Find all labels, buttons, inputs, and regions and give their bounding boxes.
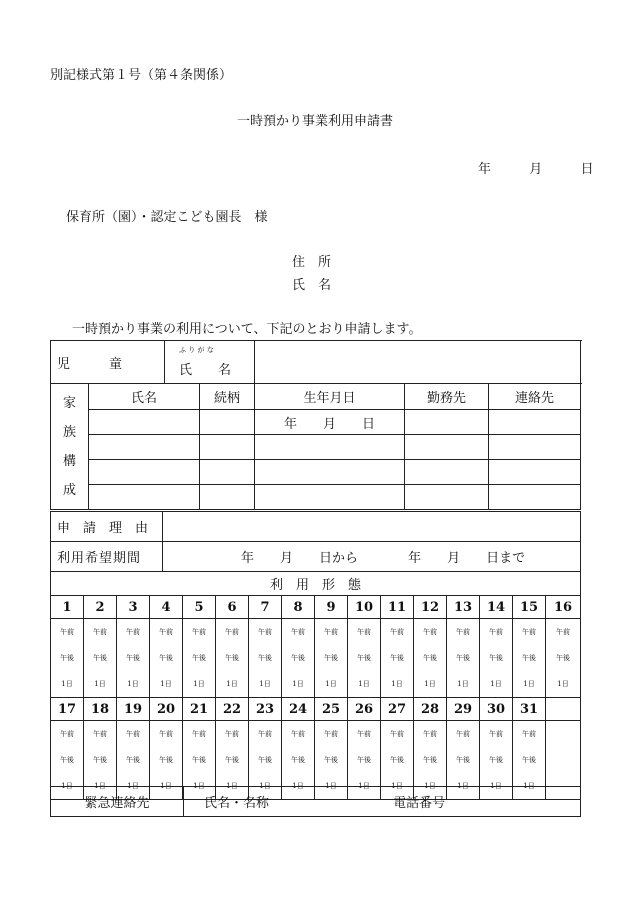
document-title: 一時預かり事業利用申請書: [236, 114, 393, 129]
calendar-option[interactable]: 午前: [456, 628, 470, 636]
calendar-option[interactable]: 午後: [489, 654, 503, 662]
calendar-option[interactable]: 午前: [291, 730, 305, 738]
family-contact-3[interactable]: [489, 460, 581, 485]
calendar-options-2[interactable]: [84, 619, 117, 698]
calendar-option[interactable]: 午後: [522, 654, 536, 662]
calendar-option[interactable]: 午前: [159, 628, 173, 636]
calendar-option[interactable]: 午前: [258, 628, 272, 636]
family-name-1[interactable]: [89, 410, 200, 435]
period-input[interactable]: [163, 542, 581, 572]
family-birth-3[interactable]: [255, 460, 405, 485]
calendar-options-12[interactable]: [414, 619, 447, 698]
calendar-option[interactable]: 1日: [160, 680, 172, 688]
calendar-option[interactable]: 1日: [193, 782, 205, 790]
calendar-options-1[interactable]: [51, 619, 84, 698]
calendar-option[interactable]: 1日: [193, 680, 205, 688]
calendar-day-5: 5: [183, 596, 216, 619]
calendar-option[interactable]: 午後: [126, 756, 140, 764]
calendar-options-14[interactable]: [480, 619, 513, 698]
calendar-day-26: 26: [348, 698, 381, 721]
calendar-option[interactable]: 午前: [489, 730, 503, 738]
calendar-day-2: 2: [84, 596, 117, 619]
family-header-name: 氏名: [89, 384, 200, 410]
family-contact-2[interactable]: [489, 435, 581, 460]
family-birth-1[interactable]: 年 月 日: [255, 410, 405, 435]
calendar-options-9[interactable]: [315, 619, 348, 698]
family-work-2[interactable]: [405, 435, 489, 460]
calendar-day-blank: [546, 698, 581, 721]
calendar-options-11[interactable]: [381, 619, 414, 698]
furigana-label: ふ り が な: [179, 346, 214, 354]
calendar-option[interactable]: 午後: [423, 756, 437, 764]
calendar-option[interactable]: 1日: [490, 680, 502, 688]
emergency-name-label: 氏名・名称: [204, 796, 270, 811]
calendar-options-10[interactable]: [348, 619, 381, 698]
family-birth-2[interactable]: [255, 435, 405, 460]
calendar-day-6: 6: [216, 596, 249, 619]
calendar-day-8: 8: [282, 596, 315, 619]
child-label: 児 童: [57, 356, 123, 372]
date-line: [478, 158, 594, 177]
application-form-table: [50, 340, 581, 384]
calendar-option[interactable]: 1日: [490, 782, 502, 790]
calendar-option[interactable]: 午前: [225, 628, 239, 636]
calendar-day-3: 3: [117, 596, 150, 619]
family-name-3[interactable]: [89, 460, 200, 485]
date-month: 月: [529, 162, 543, 177]
calendar-options-4[interactable]: [150, 619, 183, 698]
calendar-options-5[interactable]: [183, 619, 216, 698]
calendar-day-16: 16: [546, 596, 581, 619]
family-relation-1[interactable]: [200, 410, 255, 435]
calendar-option[interactable]: 1日: [523, 680, 535, 688]
emergency-phone-label: 電話番号: [393, 796, 446, 811]
calendar-option[interactable]: 午後: [192, 654, 206, 662]
calendar-option[interactable]: 午後: [390, 654, 404, 662]
reason-period-table: [50, 511, 581, 596]
family-work-1[interactable]: [405, 410, 489, 435]
calendar-option[interactable]: 1日: [292, 680, 304, 688]
calendar-day-1: 1: [51, 596, 84, 619]
calendar-option[interactable]: 午後: [357, 756, 371, 764]
calendar-option[interactable]: 午前: [225, 730, 239, 738]
calendar-option[interactable]: 午後: [357, 654, 371, 662]
calendar-day-13: 13: [447, 596, 480, 619]
calendar-option[interactable]: 午後: [324, 756, 338, 764]
calendar-option[interactable]: 1日: [292, 782, 304, 790]
calendar-table: [50, 595, 581, 800]
calendar-option[interactable]: 1日: [226, 782, 238, 790]
calendar-option[interactable]: 1日: [94, 680, 106, 688]
calendar-option[interactable]: 午後: [324, 654, 338, 662]
applicant-name-label: 氏 名: [292, 278, 332, 293]
addressee: 保育所（園）・認定こども園長 様: [66, 210, 268, 225]
child-label-cell: [51, 341, 165, 384]
applicant-address-label: 住 所: [292, 255, 332, 270]
calendar-option[interactable]: 午前: [324, 730, 338, 738]
calendar-options-8[interactable]: [282, 619, 315, 698]
calendar-day-28: 28: [414, 698, 447, 721]
usage-label: 利 用 形 態: [51, 572, 581, 596]
calendar-option[interactable]: 午後: [60, 654, 74, 662]
child-name-input[interactable]: [255, 341, 581, 384]
calendar-option[interactable]: 1日: [424, 782, 436, 790]
family-side-label: 家 族 構 成: [51, 384, 89, 510]
emergency-label: 緊急連絡先: [51, 787, 184, 817]
calendar-option[interactable]: 午前: [126, 730, 140, 738]
calendar-option[interactable]: 午後: [159, 756, 173, 764]
calendar-option[interactable]: 午後: [225, 654, 239, 662]
calendar-option[interactable]: 午前: [489, 628, 503, 636]
emergency-table: [50, 786, 581, 817]
calendar-option[interactable]: 午後: [423, 654, 437, 662]
family-header-contact: 連絡先: [489, 384, 581, 410]
calendar-options-16[interactable]: [546, 619, 581, 698]
calendar-day-21: 21: [183, 698, 216, 721]
calendar-option[interactable]: 1日: [127, 782, 139, 790]
calendar-day-24: 24: [282, 698, 315, 721]
calendar-day-11: 11: [381, 596, 414, 619]
calendar-option[interactable]: 午後: [456, 756, 470, 764]
calendar-day-14: 14: [480, 596, 513, 619]
calendar-option[interactable]: 1日: [358, 782, 370, 790]
calendar-option[interactable]: 午前: [390, 730, 404, 738]
calendar-option[interactable]: 1日: [94, 782, 106, 790]
calendar-option[interactable]: 1日: [391, 782, 403, 790]
family-work-3[interactable]: [405, 460, 489, 485]
period-label: 利用希望期間: [51, 542, 163, 572]
family-relation-3[interactable]: [200, 460, 255, 485]
calendar-option[interactable]: 午後: [258, 756, 272, 764]
calendar-option[interactable]: 1日: [61, 782, 73, 790]
emergency-input[interactable]: [184, 787, 581, 817]
calendar-option[interactable]: 1日: [259, 782, 271, 790]
calendar-option[interactable]: 午前: [192, 628, 206, 636]
calendar-option[interactable]: 1日: [259, 680, 271, 688]
calendar-day-27: 27: [381, 698, 414, 721]
calendar-day-29: 29: [447, 698, 480, 721]
calendar-option[interactable]: 1日: [557, 680, 569, 688]
calendar-day-20: 20: [150, 698, 183, 721]
calendar-option[interactable]: 午後: [225, 756, 239, 764]
calendar-option[interactable]: 午前: [159, 730, 173, 738]
family-name-2[interactable]: [89, 435, 200, 460]
calendar-option[interactable]: 午後: [291, 654, 305, 662]
calendar-option[interactable]: 午後: [126, 654, 140, 662]
calendar-option[interactable]: 1日: [61, 680, 73, 688]
calendar-option[interactable]: 午前: [291, 628, 305, 636]
reason-input[interactable]: [163, 512, 581, 542]
calendar-option[interactable]: 午前: [192, 730, 206, 738]
calendar-option[interactable]: 1日: [127, 680, 139, 688]
calendar-option[interactable]: 午前: [60, 730, 74, 738]
calendar-option[interactable]: 午前: [126, 628, 140, 636]
calendar-option[interactable]: 1日: [325, 782, 337, 790]
calendar-option[interactable]: 午後: [258, 654, 272, 662]
date-day: 日: [580, 162, 594, 177]
family-work-4[interactable]: [405, 485, 489, 510]
calendar-day-15: 15: [513, 596, 546, 619]
calendar-day-23: 23: [249, 698, 282, 721]
calendar-option[interactable]: 1日: [226, 680, 238, 688]
calendar-options-15[interactable]: [513, 619, 546, 698]
calendar-option[interactable]: 1日: [391, 680, 403, 688]
calendar-option[interactable]: 午前: [93, 730, 107, 738]
calendar-option[interactable]: 午後: [60, 756, 74, 764]
calendar-day-18: 18: [84, 698, 117, 721]
family-birth-4[interactable]: [255, 485, 405, 510]
calendar-day-31: 31: [513, 698, 546, 721]
calendar-option[interactable]: 午前: [93, 628, 107, 636]
calendar-day-25: 25: [315, 698, 348, 721]
family-header-birthdate: 生年月日: [255, 384, 405, 410]
calendar-option[interactable]: 午前: [390, 628, 404, 636]
form-reference: 別記様式第１号（第４条関係）: [50, 68, 233, 83]
calendar-day-7: 7: [249, 596, 282, 619]
calendar-day-9: 9: [315, 596, 348, 619]
reason-label: 申 請 理 由: [51, 512, 163, 542]
calendar-option[interactable]: 午前: [357, 628, 371, 636]
calendar-option[interactable]: 午後: [192, 756, 206, 764]
calendar-option[interactable]: 午後: [456, 654, 470, 662]
date-year: 年: [478, 162, 492, 177]
calendar-option[interactable]: 午後: [93, 654, 107, 662]
calendar-option[interactable]: 1日: [358, 680, 370, 688]
calendar-day-19: 19: [117, 698, 150, 721]
calendar-option[interactable]: 1日: [457, 680, 469, 688]
child-name-label-cell: [165, 341, 255, 384]
calendar-day-30: 30: [480, 698, 513, 721]
calendar-option[interactable]: 午後: [159, 654, 173, 662]
family-header-workplace: 勤務先: [405, 384, 489, 410]
family-table: [50, 383, 581, 510]
calendar-option[interactable]: 午後: [93, 756, 107, 764]
calendar-option[interactable]: 1日: [325, 680, 337, 688]
calendar-option[interactable]: 午後: [390, 756, 404, 764]
calendar-options-3[interactable]: [117, 619, 150, 698]
calendar-option[interactable]: 午前: [456, 730, 470, 738]
family-relation-2[interactable]: [200, 435, 255, 460]
calendar-day-10: 10: [348, 596, 381, 619]
calendar-option[interactable]: 午前: [60, 628, 74, 636]
calendar-option[interactable]: 1日: [160, 782, 172, 790]
calendar-option[interactable]: 1日: [457, 782, 469, 790]
calendar-day-17: 17: [51, 698, 84, 721]
calendar-option[interactable]: 午後: [556, 654, 570, 662]
calendar-option[interactable]: 午前: [522, 628, 536, 636]
family-relation-4[interactable]: [200, 485, 255, 510]
period-from: 年 月 日から: [241, 551, 359, 566]
calendar-option[interactable]: 午前: [423, 628, 437, 636]
calendar-options-13[interactable]: [447, 619, 480, 698]
calendar-day-4: 4: [150, 596, 183, 619]
intro-text: 一時預かり事業の利用について、下記のとおり申請します。: [72, 322, 422, 337]
child-name-label: 氏 名: [179, 363, 232, 378]
period-to: 年 月 日まで: [408, 551, 526, 566]
calendar-options-7[interactable]: [249, 619, 282, 698]
calendar-option[interactable]: 1日: [424, 680, 436, 688]
calendar-day-22: 22: [216, 698, 249, 721]
calendar-day-12: 12: [414, 596, 447, 619]
family-name-4[interactable]: [89, 485, 200, 510]
calendar-option[interactable]: 午前: [258, 730, 272, 738]
calendar-option[interactable]: 午後: [522, 756, 536, 764]
calendar-options-6[interactable]: [216, 619, 249, 698]
calendar-option[interactable]: 午後: [291, 756, 305, 764]
calendar-option[interactable]: 午前: [324, 628, 338, 636]
calendar-option[interactable]: 午前: [522, 730, 536, 738]
calendar-option[interactable]: 午後: [489, 756, 503, 764]
calendar-option[interactable]: 午前: [357, 730, 371, 738]
family-header-relation: 続柄: [200, 384, 255, 410]
family-contact-1[interactable]: [489, 410, 581, 435]
calendar-option[interactable]: 午前: [556, 628, 570, 636]
calendar-option[interactable]: 1日: [523, 782, 535, 790]
calendar-option[interactable]: 午前: [423, 730, 437, 738]
family-contact-4[interactable]: [489, 485, 581, 510]
